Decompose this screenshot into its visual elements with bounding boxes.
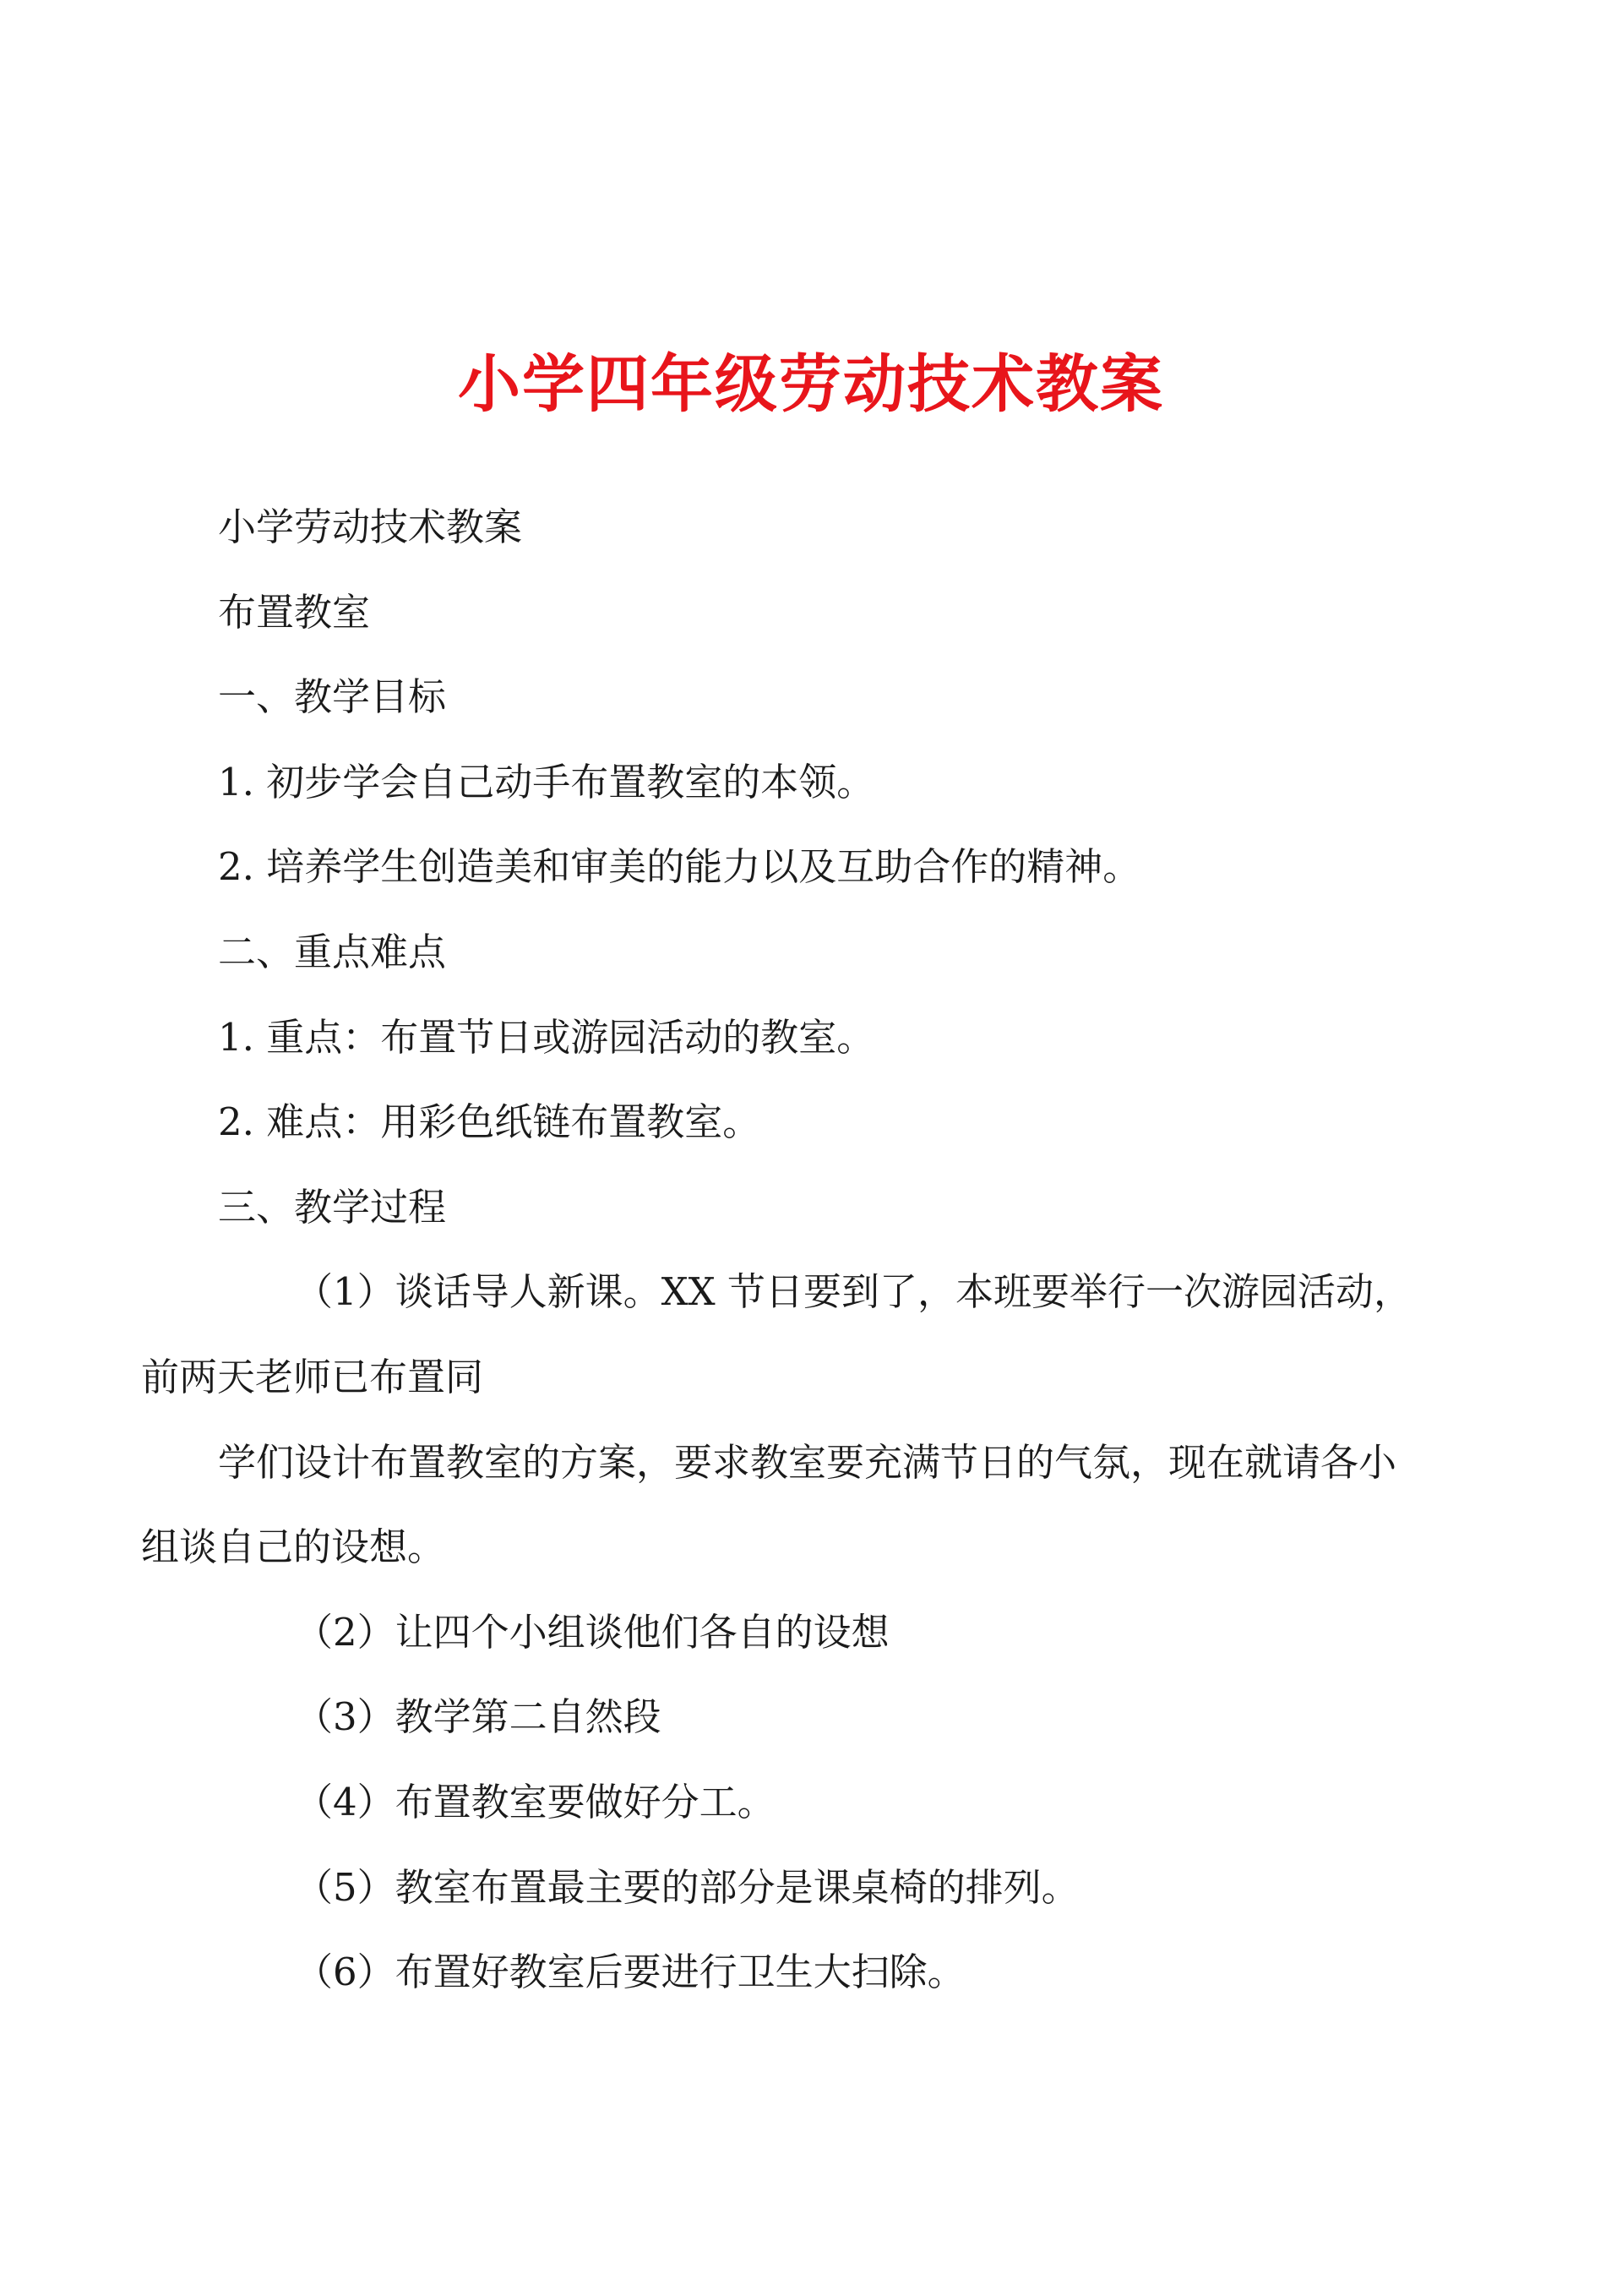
section-heading-key-points: 二、重点难点 [218, 929, 447, 974]
process-item-2: （2）让四个小组谈他们各自的设想 [295, 1609, 890, 1655]
process-item-4: （4）布置教室要做好分工。 [295, 1779, 776, 1824]
document-title: 小学四年级劳动技术教案 [458, 348, 1164, 421]
objective-item-1: 1. 初步学会自己动手布置教室的本领。 [218, 759, 875, 804]
process-paragraph-2: 学们设计布置教室的方案，要求教室要充满节日的气氛，现在就请各小组谈自己的设想。 [141, 1439, 1397, 1570]
key-point-item-1: 1. 重点：布置节日或游园活动的教室。 [218, 1014, 875, 1060]
process-item-5: （5）教室布置最主要的部分是课桌椅的排列。 [295, 1864, 1080, 1910]
document-body [141, 485, 1418, 2015]
process-item-3: （3）教学第二自然段 [295, 1694, 661, 1740]
objective-item-2: 2. 培养学生创造美和审美的能力以及互助合作的精神。 [218, 844, 1141, 890]
process-paragraph-1: （1）谈话导人新课。XX 节日要到了，本班要举行一次游园活动，前两天老师已布置同 [141, 1269, 1412, 1399]
section-heading-objectives: 一、教学目标 [218, 674, 447, 720]
paragraph-subtitle: 小学劳动技术教案 [218, 504, 523, 549]
key-point-item-2: 2. 难点：用彩色纸链布置教室。 [218, 1099, 761, 1145]
section-heading-process: 三、教学过程 [218, 1184, 447, 1230]
paragraph-topic: 布置教室 [218, 589, 371, 635]
process-item-6: （6）布置好教室后要进行卫生大扫除。 [295, 1950, 966, 1995]
